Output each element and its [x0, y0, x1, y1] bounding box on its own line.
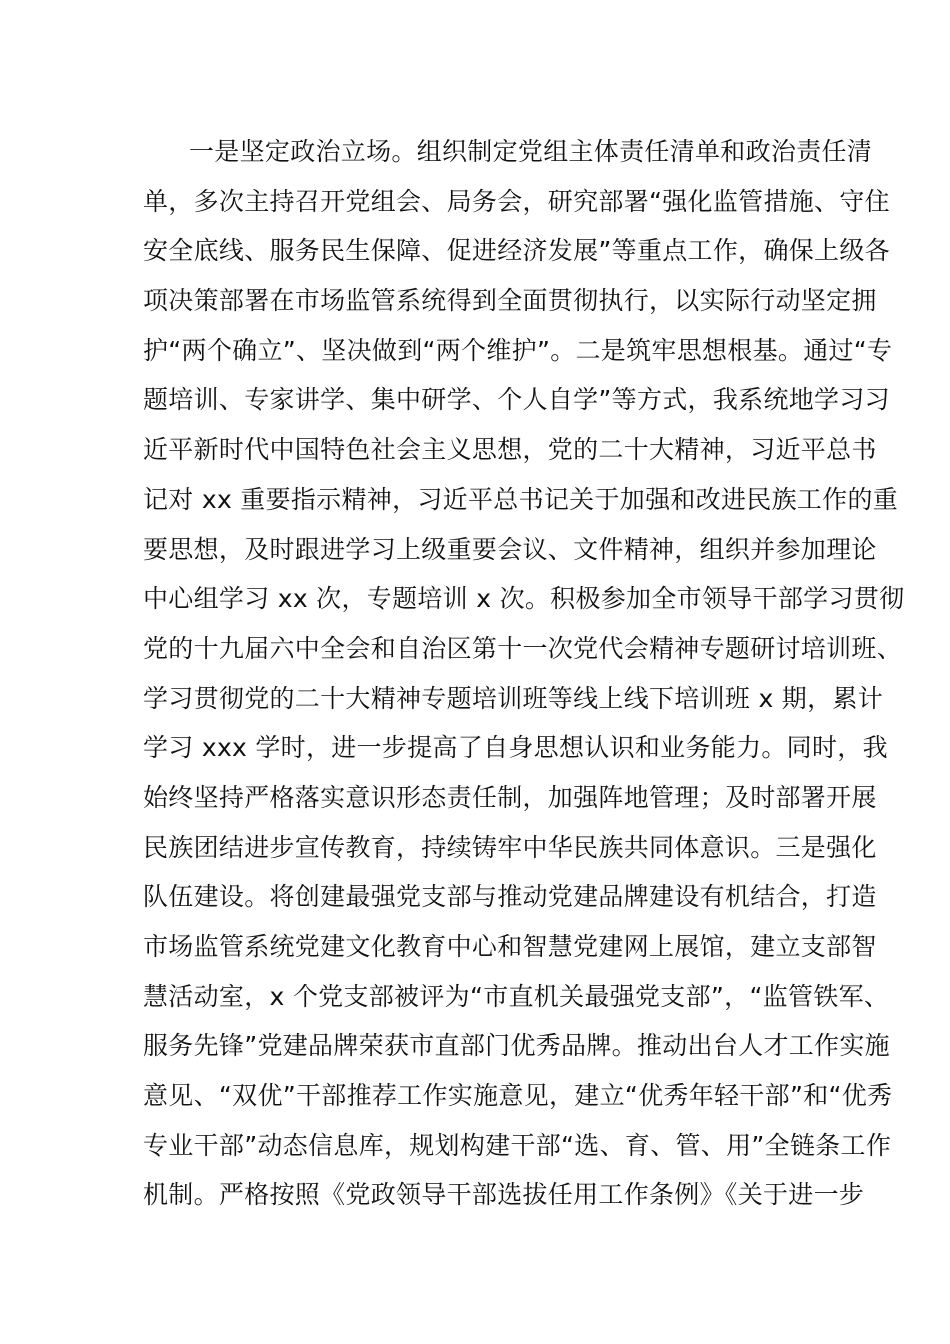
- text-line: 要思想，及时跟进学习上级重要会议、文件精神，组织并参加理论: [143, 534, 877, 564]
- text-line: 党的十九届六中全会和自治区第十一次党代会精神专题研讨培训班、: [143, 633, 903, 663]
- text-line: 近平新时代中国特色社会主义思想，党的二十大精神，习近平总书: [143, 435, 877, 465]
- text-line: 护“两个确立”、坚决做到“两个维护”。二是筑牢思想根基。通过“专: [143, 335, 893, 365]
- text-line: 一是坚定政治立场。组织制定党组主体责任清单和政治责任清: [189, 137, 873, 166]
- text-line: 安全底线、服务民生保障、促进经济发展”等重点工作，确保上级各: [143, 236, 890, 266]
- text-line: 专业干部”动态信息库，规划构建干部“选、育、管、用”全链条工作: [143, 1130, 892, 1160]
- text-line: 中心组学习 xx 次，专题培训 x 次。积极参加全市领导干部学习贯彻: [143, 584, 905, 614]
- text-line: 市场监管系统党建文化教育中心和智慧党建网上展馆，建立支部智: [143, 932, 877, 961]
- body-paragraph: [143, 127, 905, 1220]
- text-line: 始终坚持严格落实意识形态责任制，加强阵地管理；及时部署开展: [143, 782, 877, 812]
- text-line: 题培训、专家讲学、集中研学、个人自学”等方式，我系统地学习习: [143, 385, 890, 415]
- text-line: 学习贯彻党的二十大精神专题培训班等线上线下培训班 x 期，累计: [143, 683, 883, 713]
- text-line: 民族团结进步宣传教育，持续铸牢中华民族共同体意识。三是强化: [143, 832, 877, 862]
- text-line: 慧活动室，x 个党支部被评为“市直机关最强党支部”，“监管铁军、: [143, 981, 890, 1011]
- text-line: 学习 xxx 学时，进一步提高了自身思想认识和业务能力。同时，我: [143, 733, 888, 763]
- text-line: 项决策部署在市场监管系统得到全面贯彻执行，以实际行动坚定拥: [143, 286, 877, 316]
- text-line: 队伍建设。将创建最强党支部与推动党建品牌建设有机结合，打造: [143, 882, 877, 912]
- text-line: 意见、“双优”干部推荐工作实施意见，建立“优秀年轻干部”和“优秀: [143, 1081, 893, 1111]
- text-line: 机制。严格按照《党政领导干部选拔任用工作条例》《关于进一步: [143, 1180, 865, 1210]
- text-line: 记对 xx 重要指示精神，习近平总书记关于加强和改进民族工作的重: [143, 484, 899, 514]
- text-line: 服务先锋”党建品牌荣获市直部门优秀品牌。推动出台人才工作实施: [143, 1031, 890, 1061]
- text-line: 单，多次主持召开党组会、局务会，研究部署“强化监管措施、守住: [143, 186, 890, 216]
